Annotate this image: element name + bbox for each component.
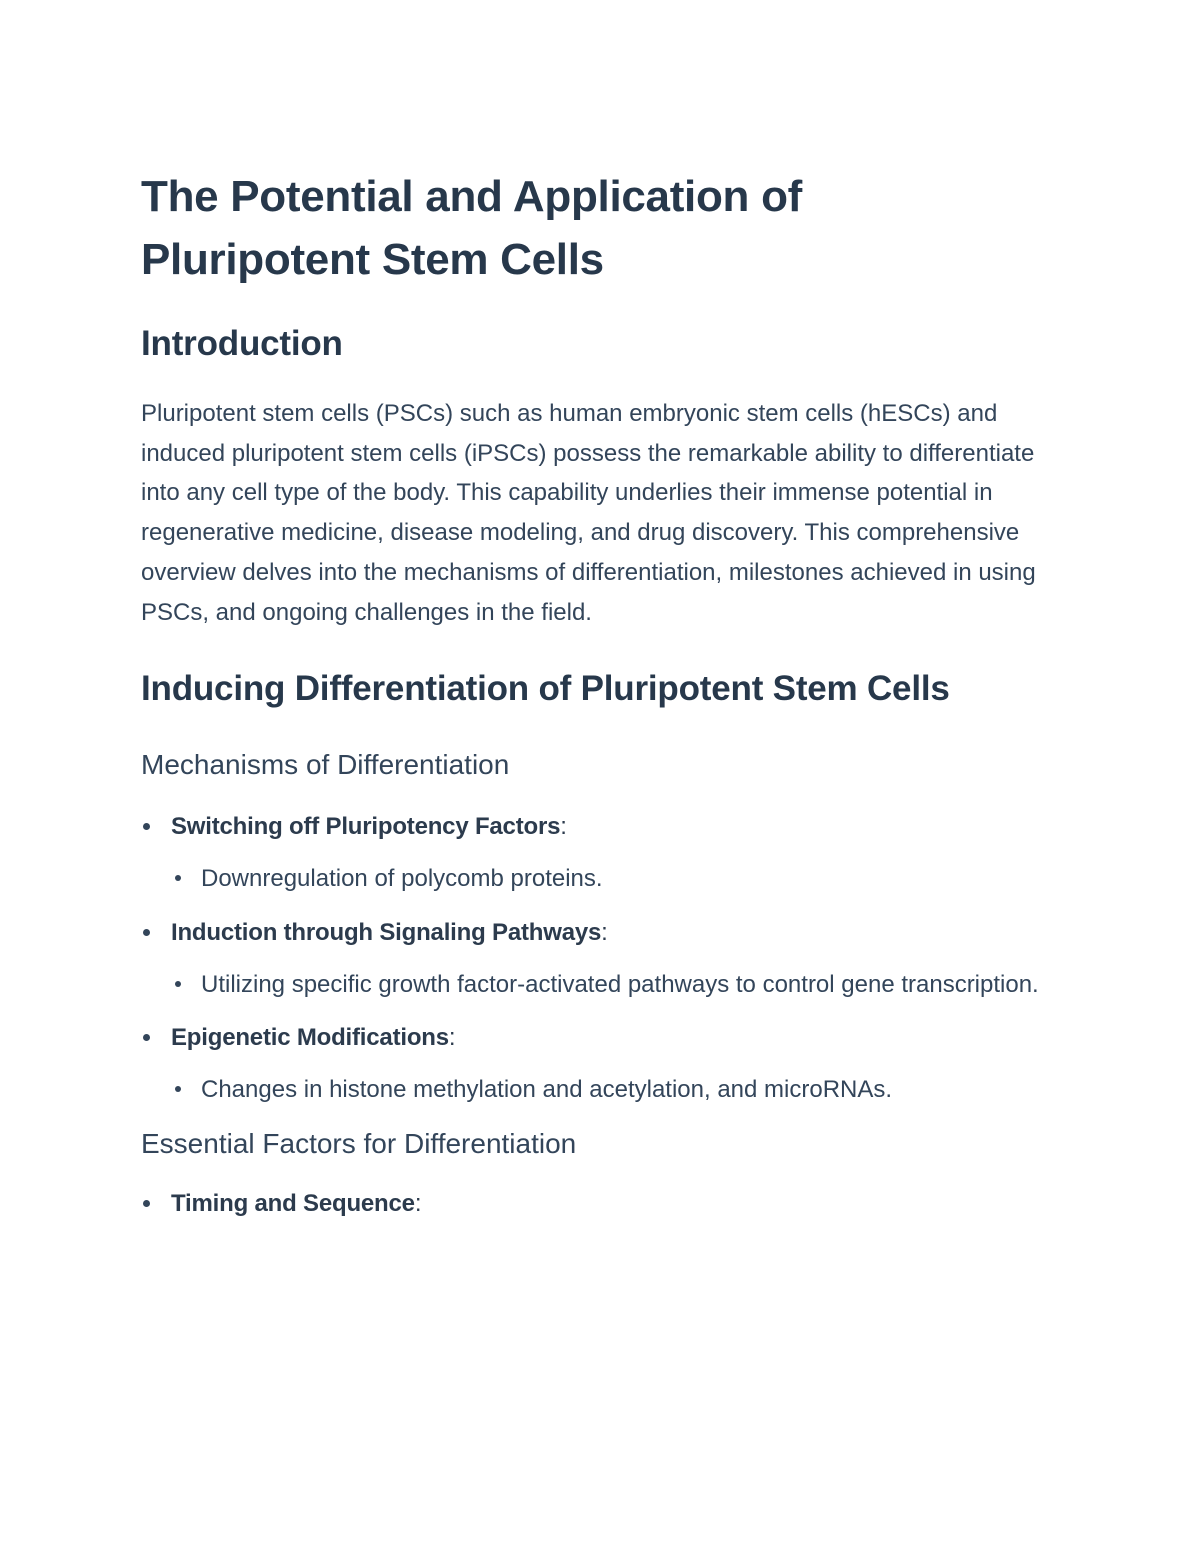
list-item: [141, 807, 1041, 899]
sub-list-item: [171, 1070, 1041, 1110]
mechanisms-heading: Mechanisms of Differentiation: [141, 749, 510, 781]
sub-list-item-text: Utilizing specific growth factor-activated pathways to control gene transcription.: [201, 970, 1039, 998]
sub-list: [171, 965, 1041, 1005]
list-item: [141, 913, 1041, 1005]
sub-list: [171, 859, 1041, 899]
list-item: [141, 1018, 1041, 1110]
bullet-icon: [175, 1086, 181, 1092]
bullet-icon: [143, 1034, 150, 1041]
list-item-label: Switching off Pluripotency Factors: [171, 813, 561, 841]
list-item-label: Epigenetic Modifications: [171, 1024, 449, 1052]
sub-list-item: [171, 965, 1041, 1005]
inducing-differentiation-heading: Inducing Differentiation of Pluripotent Stem Cells: [141, 669, 950, 709]
bullet-icon: [175, 875, 181, 881]
essential-factors-list: [141, 1184, 1041, 1223]
sub-list-item-text: Downregulation of polycomb proteins.: [201, 865, 603, 893]
mechanisms-list: [141, 807, 1041, 1110]
sub-list-item-text: Changes in histone methylation and acetylation, and microRNAs.: [201, 1076, 893, 1104]
list-item-colon: :: [414, 1189, 422, 1217]
bullet-icon: [175, 981, 181, 987]
introduction-heading: Introduction: [141, 324, 343, 363]
list-item-colon: :: [448, 1024, 456, 1052]
list-item-colon: :: [601, 918, 608, 946]
bullet-icon: [143, 823, 150, 830]
sub-list-item: [171, 859, 1041, 899]
bullet-icon: [143, 1200, 150, 1207]
document-page: [141, 165, 1041, 1237]
list-item-colon: :: [560, 813, 567, 841]
list-item-label: Induction through Signaling Pathways: [171, 918, 602, 946]
bullet-icon: [143, 929, 150, 936]
sub-list: [171, 1070, 1041, 1110]
list-item-label: Timing and Sequence: [171, 1189, 415, 1217]
essential-factors-heading: Essential Factors for Differentiation: [141, 1127, 577, 1159]
document-title: The Potential and Application of Pluripotent Stem Cells: [141, 172, 802, 284]
list-item: [141, 1184, 1041, 1223]
introduction-paragraph: Pluripotent stem cells (PSCs) such as human embryonic stem cells (hESCs) and induced pluripotent stem cells (iPSCs) possess the remarkable ability to differentiate into any cell type of the body. This capability underlies their immense potential in regenerative medicine, disease modeling, and drug discovery. This comprehensive overview delves into the mechanisms of differentiation, milestones achieved in using PSCs, and ongoing challenges in the field.: [141, 400, 1036, 626]
